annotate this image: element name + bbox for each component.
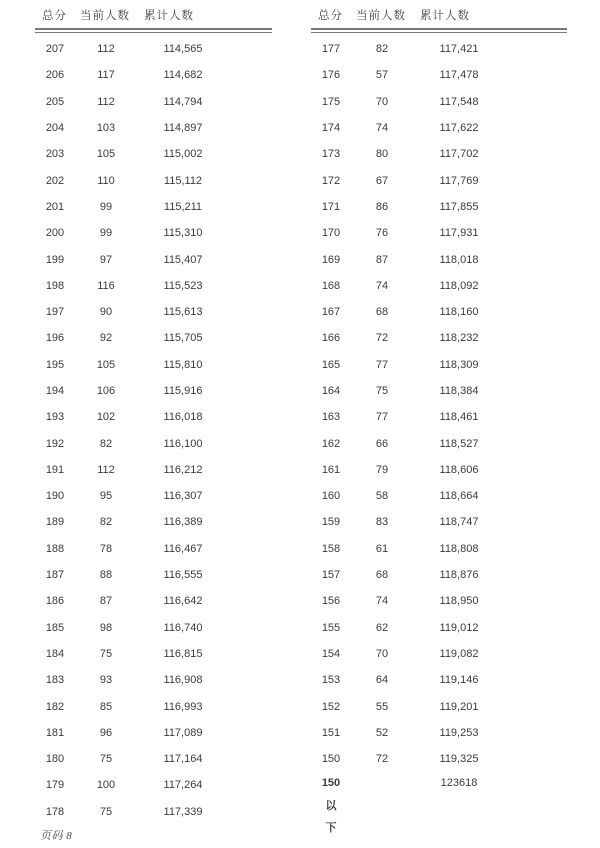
table-row (35, 536, 272, 562)
cell-current-count: 80 (375, 148, 389, 161)
cell-current-count: 85 (99, 700, 113, 713)
table-row (311, 667, 567, 693)
cell-total-score: 156 (321, 595, 341, 608)
cell-total-score: 161 (321, 463, 341, 476)
cell-current-count: 75 (99, 647, 113, 660)
cell-cumulative-count: 116,018 (163, 411, 203, 424)
cell-total-score: 192 (45, 437, 65, 450)
cell-current-count: 112 (97, 463, 115, 476)
cell-cumulative-count: 118,664 (439, 490, 479, 503)
cell-cumulative-count: 118,747 (439, 516, 479, 529)
cell-total-score: 182 (45, 700, 65, 713)
table-row (35, 457, 272, 483)
cell-cumulative-count: 123618 (440, 777, 478, 790)
table-row (311, 299, 567, 325)
cell-current-count: 95 (99, 490, 113, 503)
table-header-row (35, 7, 272, 23)
cell-total-score: 196 (45, 332, 65, 345)
cell-current-count: 112 (97, 95, 115, 108)
cell-cumulative-count: 115,310 (163, 227, 203, 240)
cell-cumulative-count: 117,769 (439, 174, 479, 187)
cell-total-score: 170 (321, 227, 341, 240)
table-row (35, 141, 272, 167)
cell-total-score: 198 (45, 279, 65, 292)
cell-cumulative-count: 118,808 (439, 542, 479, 555)
cell-cumulative-count: 119,082 (439, 647, 479, 660)
table-row (311, 352, 567, 378)
table-row (311, 194, 567, 220)
page-number-footer: 页码 8 (40, 830, 73, 842)
cell-current-count: 112 (97, 43, 115, 56)
cell-current-count: 117 (97, 69, 115, 82)
cell-cumulative-count: 114,682 (163, 69, 203, 82)
cell-cumulative-count: 117,089 (163, 726, 203, 739)
cell-cumulative-count: 117,421 (439, 43, 479, 56)
table-body-right (311, 36, 567, 840)
cell-total-score: 206 (45, 69, 65, 82)
cell-cumulative-count: 115,002 (163, 148, 203, 161)
table-row (311, 167, 567, 193)
cell-cumulative-count: 118,606 (439, 463, 479, 476)
cell-cumulative-count: 116,389 (163, 516, 203, 529)
cell-current-count: 52 (375, 726, 389, 739)
cell-total-score: 186 (45, 595, 65, 608)
cell-total-score: 185 (45, 621, 65, 634)
cell-current-count: 116 (97, 279, 115, 292)
cell-total-score: 171 (321, 200, 341, 213)
cell-cumulative-count: 117,855 (439, 200, 479, 213)
table-row (35, 404, 272, 430)
table-row (35, 246, 272, 272)
cell-current-count: 103 (96, 122, 116, 135)
cell-current-count: 75 (375, 385, 389, 397)
table-row (35, 299, 272, 325)
cell-current-count: 66 (375, 437, 389, 450)
cell-cumulative-count: 116,467 (163, 542, 203, 555)
cell-current-count: 86 (375, 200, 389, 213)
header-current-count: 当前人数 (80, 10, 130, 22)
cell-cumulative-count: 114,565 (163, 43, 203, 56)
cell-current-count: 99 (99, 227, 113, 240)
cell-cumulative-count: 116,740 (163, 621, 203, 634)
table-row (311, 246, 567, 272)
table-row (311, 536, 567, 562)
cell-cumulative-count: 115,810 (163, 358, 203, 371)
table-row (311, 36, 567, 62)
cell-current-count: 58 (375, 490, 389, 503)
table-row (35, 273, 272, 299)
table-row (35, 352, 272, 378)
score-table-left (35, 0, 272, 848)
cell-total-score: 184 (45, 647, 65, 660)
cell-cumulative-count: 117,339 (163, 805, 203, 818)
table-row (311, 325, 567, 351)
cell-current-count: 105 (96, 148, 116, 161)
cell-cumulative-count: 115,916 (163, 385, 203, 397)
cell-total-score: 169 (321, 253, 341, 266)
header-cumulative-count: 累计人数 (420, 10, 470, 22)
cell-current-count: 68 (375, 569, 389, 582)
cell-total-score: 154 (321, 647, 341, 660)
cell-total-score (311, 772, 351, 840)
cell-total-score: 197 (45, 306, 65, 319)
cell-total-score: 157 (321, 569, 341, 582)
table-row (311, 562, 567, 588)
cell-cumulative-count: 118,384 (439, 385, 479, 397)
score-line: 150 (321, 777, 341, 790)
cell-current-count: 62 (375, 621, 389, 634)
cell-current-count: 78 (99, 542, 113, 555)
cell-total-score: 205 (45, 95, 65, 108)
cell-total-score: 151 (321, 726, 341, 739)
cell-current-count: 68 (375, 306, 389, 319)
table-row (35, 194, 272, 220)
table-row (311, 509, 567, 535)
cell-total-score: 178 (45, 805, 65, 818)
cell-cumulative-count: 119,012 (439, 621, 479, 634)
cell-cumulative-count: 117,702 (439, 148, 479, 161)
cell-cumulative-count: 116,908 (163, 674, 203, 687)
cell-cumulative-count: 118,232 (439, 332, 479, 345)
table-row (311, 404, 567, 430)
cell-current-count: 98 (99, 621, 113, 634)
table-body-left (35, 36, 272, 825)
cell-cumulative-count: 117,622 (439, 122, 479, 135)
cell-total-score: 152 (321, 700, 341, 713)
score-line: 以 (325, 799, 337, 812)
cell-total-score: 203 (45, 148, 65, 161)
table-row-below-threshold (311, 772, 567, 840)
cell-current-count: 75 (99, 805, 113, 818)
table-row (311, 89, 567, 115)
table-row (35, 509, 272, 535)
cell-cumulative-count: 116,307 (163, 490, 203, 503)
cell-cumulative-count: 117,548 (439, 95, 479, 108)
table-row (311, 378, 567, 404)
cell-current-count: 74 (375, 279, 389, 292)
cell-current-count: 99 (99, 200, 113, 213)
cell-current-count: 75 (99, 753, 113, 766)
cell-cumulative-count: 118,018 (439, 253, 479, 266)
table-row (35, 378, 272, 404)
cell-current-count: 72 (375, 332, 389, 345)
cell-total-score: 177 (321, 43, 341, 56)
cell-total-score: 176 (321, 69, 341, 82)
cell-total-score: 194 (45, 385, 65, 397)
cell-cumulative-count: 117,478 (439, 69, 479, 82)
cell-current-count: 102 (96, 411, 116, 424)
table-row (311, 483, 567, 509)
cell-total-score: 174 (321, 122, 341, 135)
cell-cumulative-count: 118,876 (439, 569, 479, 582)
cell-total-score: 179 (45, 779, 65, 792)
table-row (311, 457, 567, 483)
cell-cumulative-count: 118,309 (439, 358, 479, 371)
cell-total-score: 189 (45, 516, 65, 529)
cell-current-count: 87 (99, 595, 113, 608)
cell-cumulative-count: 117,931 (439, 227, 479, 240)
cell-current-count: 76 (375, 227, 389, 240)
table-row (35, 562, 272, 588)
cell-cumulative-count: 115,705 (163, 332, 203, 345)
cell-current-count: 93 (99, 674, 113, 687)
cell-cumulative-count: 115,407 (163, 253, 203, 266)
cell-cumulative-count: 118,527 (439, 437, 479, 450)
cell-current-count: 67 (375, 174, 389, 187)
cell-cumulative-count: 118,461 (439, 411, 479, 424)
table-row (311, 693, 567, 719)
cell-total-score: 153 (321, 674, 341, 687)
cell-total-score: 173 (321, 148, 341, 161)
table-row (311, 720, 567, 746)
cell-current-count: 77 (375, 411, 389, 424)
header-current-count: 当前人数 (356, 10, 406, 22)
cell-cumulative-count: 119,253 (439, 726, 479, 739)
cell-current-count: 82 (99, 437, 113, 450)
cell-total-score: 188 (45, 542, 65, 555)
table-row (35, 325, 272, 351)
cell-current-count: 105 (96, 358, 116, 371)
cell-total-score: 175 (321, 95, 341, 108)
cell-current-count: 82 (99, 516, 113, 529)
cell-current-count: 70 (375, 647, 389, 660)
cell-cumulative-count: 114,794 (163, 95, 203, 108)
cell-current-count: 82 (375, 43, 389, 56)
table-row (35, 220, 272, 246)
cell-cumulative-count: 115,112 (163, 174, 203, 187)
table-row (35, 36, 272, 62)
cell-current-count: 96 (99, 726, 113, 739)
cell-total-score: 172 (321, 174, 341, 187)
cell-total-score: 187 (45, 569, 65, 582)
table-row (311, 615, 567, 641)
cell-total-score: 159 (321, 516, 341, 529)
cell-cumulative-count: 118,160 (439, 306, 479, 319)
cell-total-score: 190 (45, 490, 65, 503)
cell-current-count: 83 (375, 516, 389, 529)
table-row (35, 799, 272, 825)
cell-current-count: 72 (375, 753, 389, 766)
table-row (311, 220, 567, 246)
cell-total-score: 204 (45, 122, 65, 135)
table-row (35, 667, 272, 693)
cell-total-score: 201 (45, 200, 65, 213)
table-row (35, 430, 272, 456)
cell-total-score: 202 (45, 174, 65, 187)
cell-total-score: 181 (45, 726, 65, 739)
cell-total-score: 158 (321, 542, 341, 555)
header-double-rule (35, 28, 272, 33)
table-row (35, 115, 272, 141)
table-row (35, 746, 272, 772)
cell-cumulative-count: 117,264 (163, 779, 203, 792)
cell-current-count: 87 (375, 253, 389, 266)
cell-total-score: 207 (45, 43, 65, 56)
cell-total-score: 191 (45, 463, 65, 476)
cell-total-score: 167 (321, 306, 341, 319)
table-row (35, 772, 272, 798)
table-row (311, 141, 567, 167)
cell-cumulative-count: 115,613 (163, 306, 203, 319)
cell-total-score: 168 (321, 279, 341, 292)
cell-total-score: 150 (321, 753, 341, 766)
cell-total-score: 160 (321, 490, 341, 503)
cell-cumulative-count: 116,555 (163, 569, 203, 582)
score-table-right (311, 0, 567, 848)
table-row (311, 430, 567, 456)
table-row (35, 89, 272, 115)
cell-current-count: 97 (99, 253, 113, 266)
cell-current-count: 100 (96, 779, 116, 792)
cell-current-count: 55 (375, 700, 389, 713)
cell-cumulative-count: 119,325 (439, 753, 479, 766)
cell-cumulative-count: 116,212 (163, 463, 203, 476)
table-row (35, 615, 272, 641)
table-row (35, 588, 272, 614)
table-row (311, 62, 567, 88)
cell-total-score: 166 (321, 332, 341, 345)
cell-cumulative-count: 116,100 (163, 437, 203, 450)
score-line: 下 (325, 822, 337, 835)
cell-current-count: 74 (375, 595, 389, 608)
table-header-row (311, 7, 567, 23)
table-row (311, 588, 567, 614)
table-row (311, 641, 567, 667)
cell-cumulative-count: 118,950 (439, 595, 479, 608)
cell-cumulative-count: 114,897 (163, 122, 203, 135)
header-total-score: 总分 (42, 10, 67, 22)
cell-total-score: 195 (45, 358, 65, 371)
cell-cumulative-count: 116,815 (163, 647, 203, 660)
cell-total-score: 200 (45, 227, 65, 240)
table-row (311, 273, 567, 299)
cell-total-score: 155 (321, 621, 341, 634)
table-row (311, 115, 567, 141)
header-total-score: 总分 (318, 10, 343, 22)
cell-current-count: 64 (375, 674, 389, 687)
cell-total-score: 162 (321, 437, 341, 450)
header-double-rule (311, 28, 567, 33)
cell-current-count: 61 (375, 542, 389, 555)
cell-total-score: 183 (45, 674, 65, 687)
cell-cumulative-count: 116,642 (163, 595, 203, 608)
cell-cumulative-count: 117,164 (163, 753, 203, 766)
cell-total-score: 163 (321, 411, 341, 424)
cell-cumulative-count: 118,092 (439, 279, 479, 292)
table-row (35, 641, 272, 667)
cell-cumulative-count: 119,146 (439, 674, 479, 687)
cell-current-count: 79 (375, 463, 389, 476)
table-row (35, 167, 272, 193)
cell-total-score: 164 (321, 385, 341, 397)
cell-current-count: 90 (99, 306, 113, 319)
cell-current-count: 74 (375, 122, 389, 135)
cell-current-count: 92 (99, 332, 113, 345)
cell-current-count: 88 (99, 569, 113, 582)
cell-current-count: 57 (375, 69, 389, 82)
table-row (35, 693, 272, 719)
table-row (35, 720, 272, 746)
cell-total-score: 180 (45, 753, 65, 766)
cell-cumulative-count: 119,201 (439, 700, 479, 713)
cell-total-score: 199 (45, 253, 65, 266)
table-row (35, 483, 272, 509)
cell-current-count: 110 (97, 174, 115, 187)
header-cumulative-count: 累计人数 (144, 10, 194, 22)
cell-total-score: 165 (321, 358, 341, 371)
cell-cumulative-count: 115,523 (163, 279, 203, 292)
cell-current-count: 70 (375, 95, 389, 108)
cell-total-score: 193 (45, 411, 65, 424)
cell-cumulative-count: 115,211 (163, 200, 203, 213)
cell-cumulative-count: 116,993 (163, 700, 203, 713)
table-row (311, 746, 567, 772)
cell-current-count: 106 (96, 385, 116, 397)
table-row (35, 62, 272, 88)
cell-current-count: 77 (375, 358, 389, 371)
